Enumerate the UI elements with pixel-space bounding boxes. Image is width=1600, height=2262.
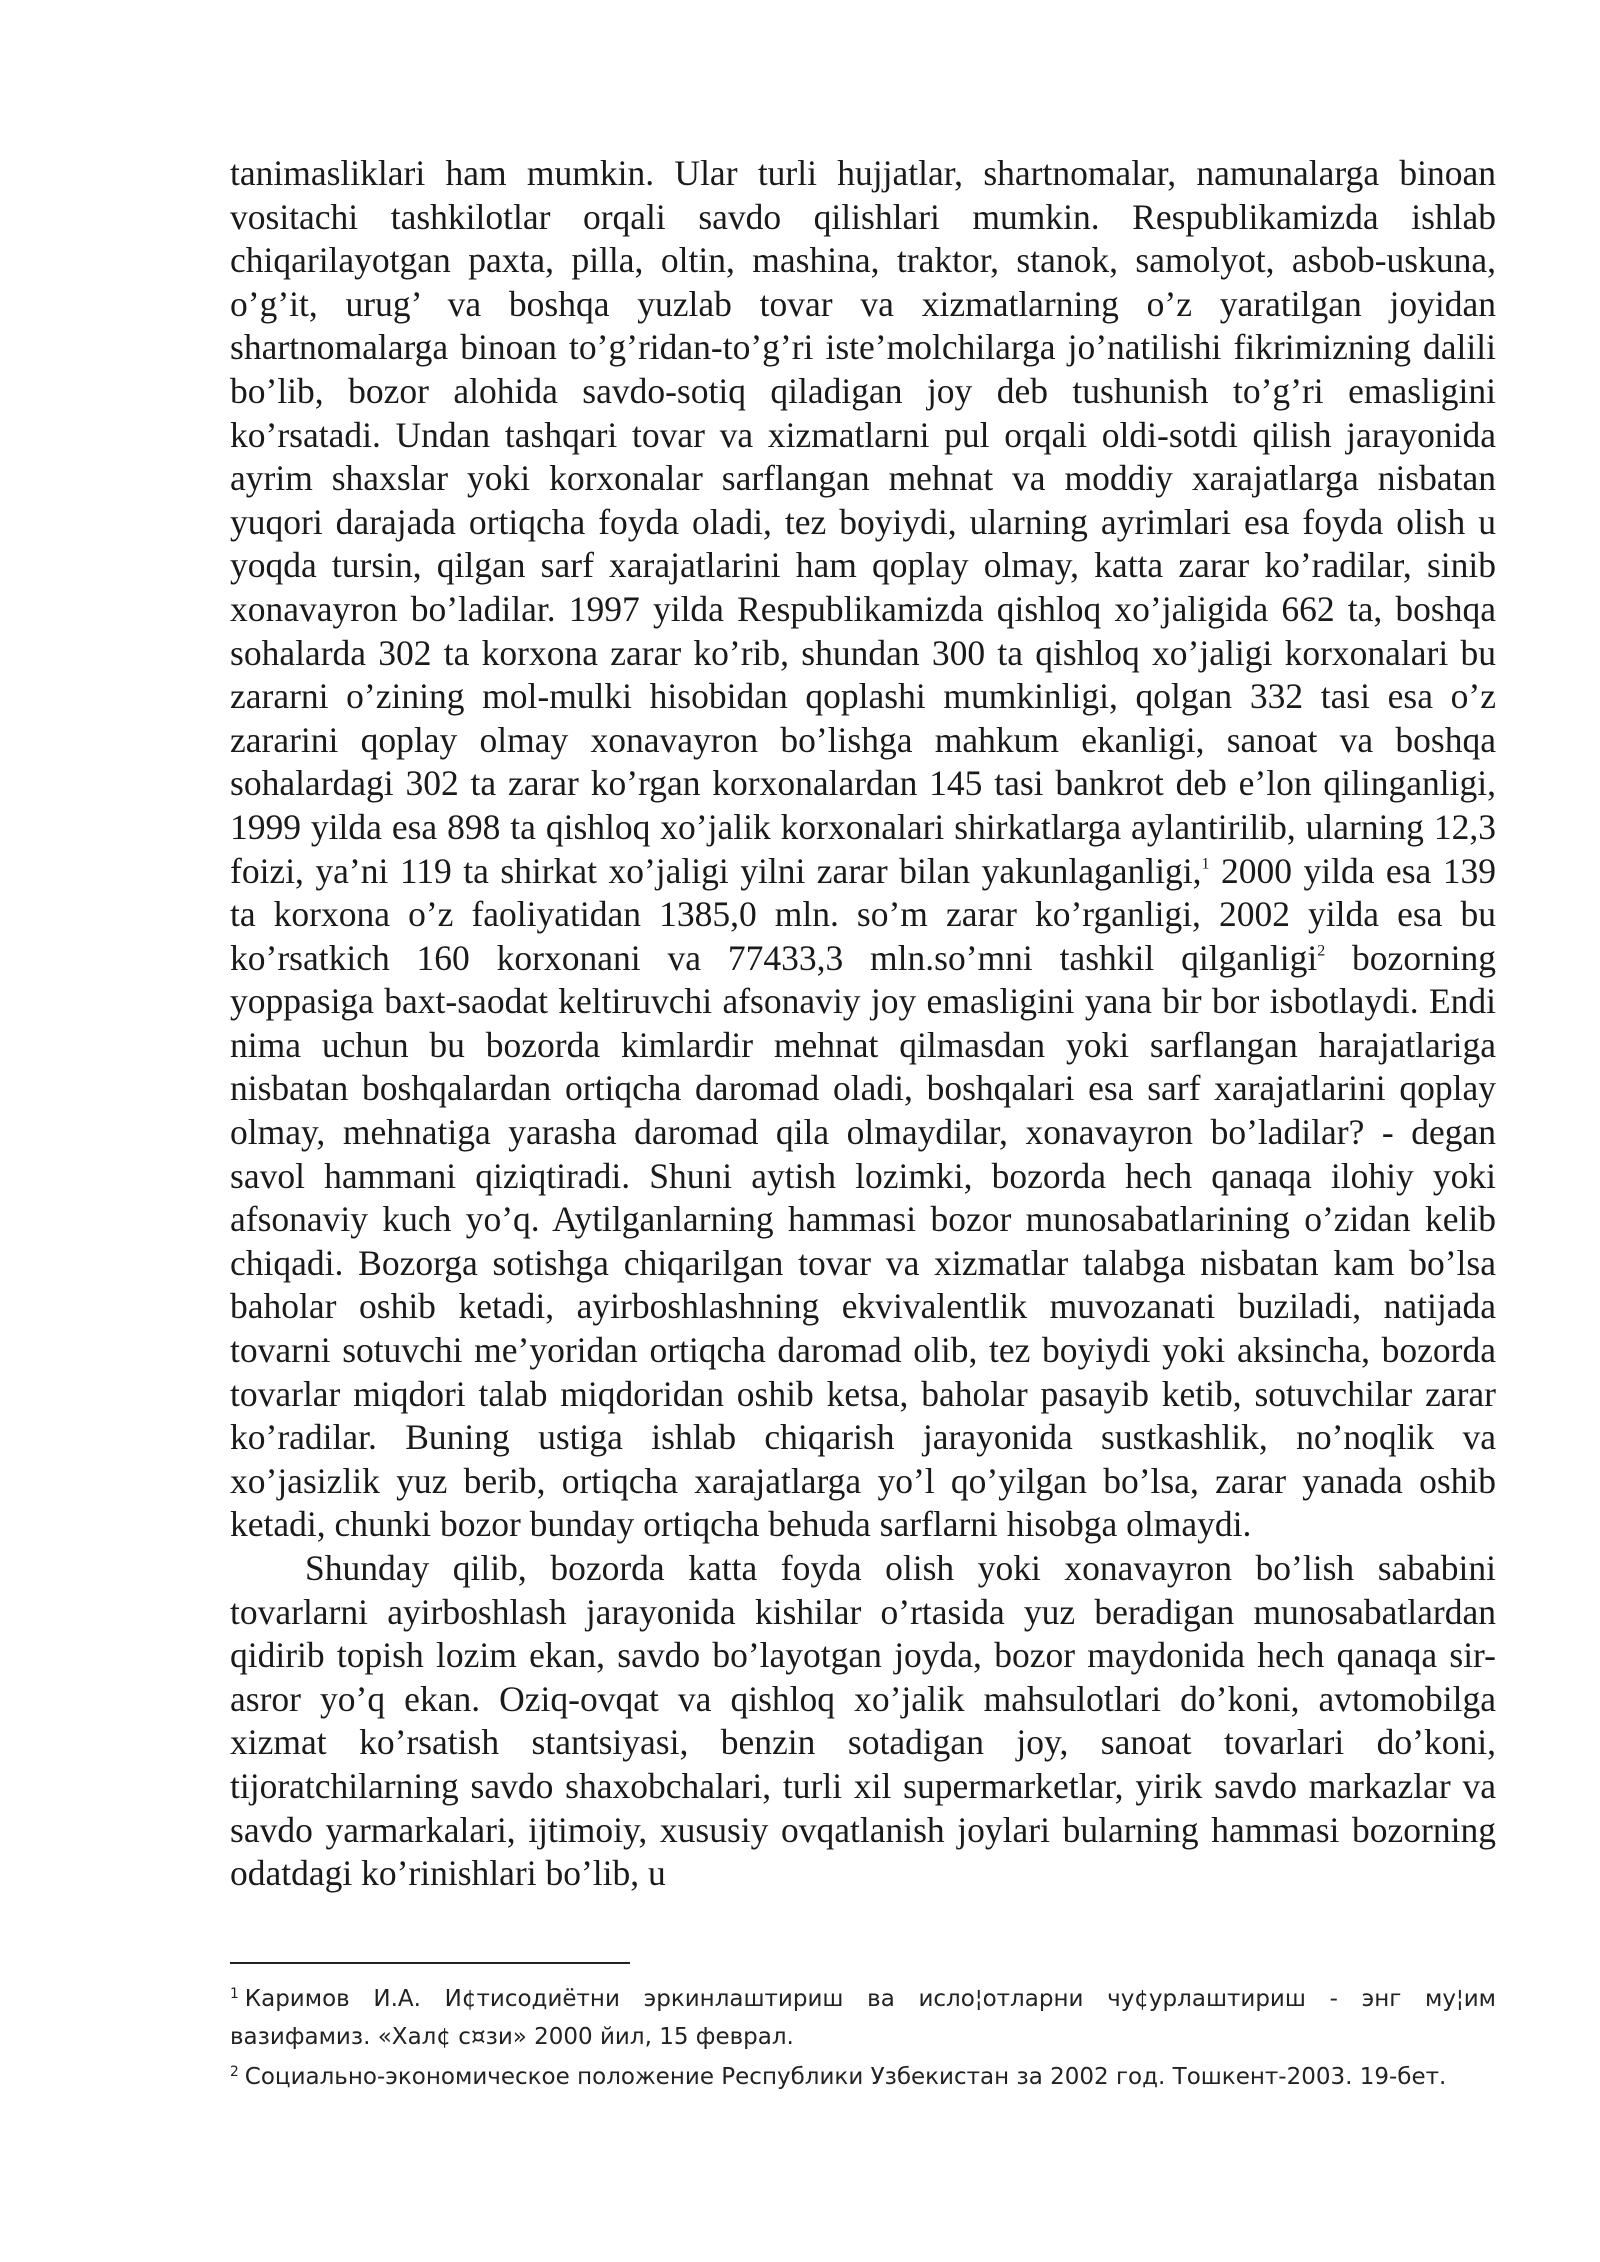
paragraph-1-part-3: bozorning yoppasiga baxt-saodat keltiruvchi afsonaviy joy emasligini yana bir bor isbotlaydi. Endi nima uchun bu bozorda kimlardir mehnat qilmasdan yoki sarflangan harajatlariga nisbatan boshqalardan ortiqcha daromad oladi, boshqalari esa sarf xarajatlarini qoplay olmay, mehnatiga yarasha daromad qila olmaydilar, xonavayron bo’ladilar? - degan savol hammani qiziqtiradi. Shuni aytish lozimki, bozorda hech qanaqa ilohiy yoki afsonaviy kuch yo’q. Aytilganlarning hammasi bozor munosabatlarining o’zidan kelib chiqadi. Bozorga sotishga chiqarilgan tovar va xizmatlar talabga nisbatan kam bo’lsa baholar oshib ketadi, ayirboshlashning ekvivalentlik muvozanati buziladi, natijada tovarni sotuvchi me’yoridan ortiqcha daromad olib, tez boyiydi yoki aksincha, bozorda tovarlar miqdori talab miqdoridan oshib ketsa, baholar pasayib ketib, sotuvchilar zarar ko’radilar. Buning ustiga ishlab chiqarish jarayonida sustkashlik, no’noqlik va xo’jasizlik yuz berib, ortiqcha xarajatlarga yo’l qo’yilgan bo’lsa, zarar yanada oshib ketadi, chunki bozor bunday ortiqcha behuda sarflarni hisobga olmaydi. (230, 937, 1496, 1545)
paragraph-2: Shunday qilib, bozorda katta foyda olish yoki xonavayron bo’lish sababini tovarlarni ayirboshlash jarayonida kishilar o’rtasida yuz beradigan munosabatlardan qidirib topish lozim ekan, savdo bo’layotgan joyda, bozor maydonida hech qanaqa sir-asror yo’q ekan. Oziq-ovqat va qishloq xo’jalik mahsulotlari do’koni, avtomobilga xizmat ko’rsatish stantsiyasi, benzin sotadigan joy, sanoat tovarlari do’koni, tijoratchilarning savdo shaxobchalari, turli xil supermarketlar, yirik savdo markazlar va savdo yarmarkalari, ijtimoiy, xususiy ovqatlanish joylari bularning hammasi bozorning odatdagi ko’rinishlari bo’lib, u (230, 1548, 1496, 1894)
main-text (230, 152, 1496, 1896)
footnote-1-mark: 1 (230, 1985, 239, 2002)
paragraph-1-part-2: 2000 yilda esa 139 ta korxona o’z faoliyatidan 1385,0 mln. so’m zarar ko’rganligi, 2002 yilda esa bu ko’rsatkich 160 korxonani va 77433,3 mln.so’mni tashkil qilganligi (230, 850, 1496, 978)
footnote-2-mark: 2 (230, 2063, 239, 2080)
footnote-2-text: Социально-экономическое положение Республики Узбекистан за 2002 год. Тошкент-2003. 19-бет. (244, 2064, 1447, 2090)
footnote-ref-1[interactable]: 1 (1201, 855, 1210, 873)
footnote-divider (230, 1962, 630, 1964)
paragraph-1 (230, 152, 1496, 1547)
footnote-1-text: Каримов И.А. И¢тисодиётни эркинлаштириш ва исло¦отларни чу¢урлаштириш - энг му¦им вазифамиз. «Хал¢ с¤зи» 2000 йил, 15 феврал. (230, 1986, 1496, 2050)
footnote-ref-2[interactable]: 2 (1317, 942, 1326, 960)
footnote-2 (230, 2058, 1496, 2096)
footnotes (230, 1980, 1496, 2098)
paragraph-1-part-1: tanimasliklari ham mumkin. Ular turli hujjatlar, shartnomalar, namunalarga binoan vositachi tashkilotlar orqali savdo qilishlari mumkin. Respublikamizda ishlab chiqarilayotgan paxta, pilla, oltin, mashina, traktor, stanok, samolyot, asbob-uskuna, o’g’it, urug’ va boshqa yuzlab tovar va xizmatlarning o’z yaratilgan joyidan shartnomalarga binoan to’g’ridan-to’g’ri iste’molchilarga jo’natilishi fikrimizning dalili bo’lib, bozor alohida savdo-sotiq qiladigan joy deb tushunish to’g’ri emasligini ko’rsatadi. Undan tashqari tovar va xizmatlarni pul orqali oldi-sotdi qilish jarayonida ayrim shaxslar yoki korxonalar sarflangan mehnat va moddiy xarajatlarga nisbatan yuqori darajada ortiqcha foyda oladi, tez boyiydi, ularning ayrimlari esa foyda olish u yoqda tursin, qilgan sarf xarajatlarini ham qoplay olmay, katta zarar ko’radilar, sinib xonavayron bo’ladilar. 1997 yilda Respublikamizda qishloq xo’jaligida 662 ta, boshqa sohalarda 302 ta korxona zarar ko’rib, shundan 300 ta qishloq xo’jaligi korxonalari bu zararni o’zining mol-mulki hisobidan qoplashi mumkinligi, qolgan 332 tasi esa o’z zararini qoplay olmay xonavayron bo’lishga mahkum ekanligi, sanoat va boshqa sohalardagi 302 ta zarar ko’rgan korxonalardan 145 tasi bankrot deb e’lon qilinganligi, 1999 yilda esa 898 ta qishloq xo’jalik korxonalari shirkatlarga aylantirilib, ularning 12,3 foizi, ya’ni 119 ta shirkat xo’jaligi yilni zarar bilan yakunlaganligi, (230, 153, 1496, 891)
footnote-1 (230, 1980, 1496, 2056)
